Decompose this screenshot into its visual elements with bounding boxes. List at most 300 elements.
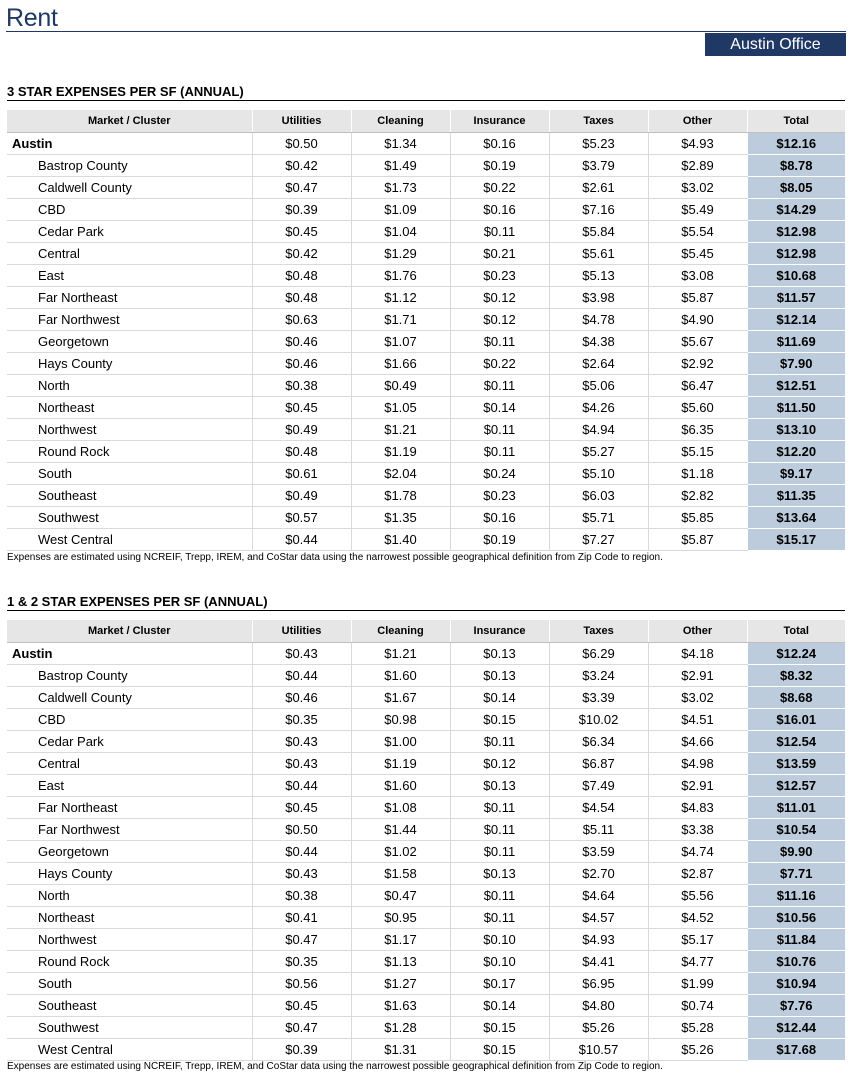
cluster-name: Northeast: [7, 907, 252, 929]
taxes-cell: $5.13: [549, 265, 648, 287]
cleaning-cell: $1.78: [351, 485, 450, 507]
column-header: Insurance: [450, 110, 549, 133]
taxes-cell: $6.34: [549, 731, 648, 753]
insurance-cell: $0.11: [450, 221, 549, 243]
cleaning-cell: $2.04: [351, 463, 450, 485]
taxes-cell: $2.64: [549, 353, 648, 375]
insurance-cell: $0.23: [450, 485, 549, 507]
cluster-name: Hays County: [7, 353, 252, 375]
insurance-cell: $0.22: [450, 353, 549, 375]
insurance-cell: $0.14: [450, 397, 549, 419]
expense-table-1-2-star: [7, 620, 845, 1061]
total-cell: $9.90: [747, 841, 845, 863]
insurance-cell: $0.11: [450, 885, 549, 907]
column-header: Insurance: [450, 620, 549, 643]
taxes-cell: $4.78: [549, 309, 648, 331]
cleaning-cell: $1.29: [351, 243, 450, 265]
utilities-cell: $0.46: [252, 331, 351, 353]
section-heading-1-2-star: 1 & 2 STAR EXPENSES PER SF (ANNUAL): [7, 594, 268, 609]
taxes-cell: $5.26: [549, 1017, 648, 1039]
cleaning-cell: $1.63: [351, 995, 450, 1017]
utilities-cell: $0.63: [252, 309, 351, 331]
other-cell: $5.60: [648, 397, 747, 419]
taxes-cell: $4.64: [549, 885, 648, 907]
table-row: [7, 907, 845, 929]
other-cell: $2.91: [648, 665, 747, 687]
insurance-cell: $0.12: [450, 309, 549, 331]
other-cell: $3.02: [648, 687, 747, 709]
utilities-cell: $0.46: [252, 687, 351, 709]
taxes-cell: $3.59: [549, 841, 648, 863]
cleaning-cell: $1.21: [351, 643, 450, 665]
cleaning-cell: $1.66: [351, 353, 450, 375]
table-row: [7, 221, 845, 243]
table-row: [7, 1017, 845, 1039]
insurance-cell: $0.11: [450, 841, 549, 863]
total-cell: $10.68: [747, 265, 845, 287]
other-cell: $5.54: [648, 221, 747, 243]
cluster-name: South: [7, 973, 252, 995]
table-row: [7, 929, 845, 951]
taxes-cell: $7.16: [549, 199, 648, 221]
taxes-cell: $5.27: [549, 441, 648, 463]
insurance-cell: $0.12: [450, 753, 549, 775]
cluster-name: Cedar Park: [7, 221, 252, 243]
cleaning-cell: $1.35: [351, 507, 450, 529]
taxes-cell: $6.87: [549, 753, 648, 775]
taxes-cell: $4.38: [549, 331, 648, 353]
table-row: [7, 353, 845, 375]
total-cell: $12.54: [747, 731, 845, 753]
other-cell: $4.52: [648, 907, 747, 929]
column-header: Total: [747, 620, 845, 643]
other-cell: $4.66: [648, 731, 747, 753]
other-cell: $4.18: [648, 643, 747, 665]
cleaning-cell: $1.60: [351, 665, 450, 687]
taxes-cell: $2.70: [549, 863, 648, 885]
total-cell: $7.90: [747, 353, 845, 375]
cluster-name: North: [7, 885, 252, 907]
utilities-cell: $0.44: [252, 665, 351, 687]
taxes-cell: $4.26: [549, 397, 648, 419]
insurance-cell: $0.11: [450, 819, 549, 841]
table-row: [7, 485, 845, 507]
taxes-cell: $6.95: [549, 973, 648, 995]
table-row: [7, 309, 845, 331]
utilities-cell: $0.43: [252, 643, 351, 665]
insurance-cell: $0.23: [450, 265, 549, 287]
other-cell: $5.26: [648, 1039, 747, 1061]
utilities-cell: $0.45: [252, 397, 351, 419]
total-cell: $12.51: [747, 375, 845, 397]
taxes-cell: $5.23: [549, 133, 648, 155]
other-cell: $6.35: [648, 419, 747, 441]
table-row: [7, 397, 845, 419]
insurance-cell: $0.11: [450, 797, 549, 819]
table-row: [7, 529, 845, 551]
office-badge: Austin Office: [705, 33, 846, 56]
cluster-name: East: [7, 265, 252, 287]
cluster-name: West Central: [7, 529, 252, 551]
taxes-cell: $2.61: [549, 177, 648, 199]
taxes-cell: $4.94: [549, 419, 648, 441]
cluster-name: West Central: [7, 1039, 252, 1061]
column-header: Other: [648, 110, 747, 133]
taxes-cell: $4.41: [549, 951, 648, 973]
total-cell: $8.68: [747, 687, 845, 709]
other-cell: $0.74: [648, 995, 747, 1017]
other-cell: $4.77: [648, 951, 747, 973]
table-row: [7, 951, 845, 973]
other-cell: $2.87: [648, 863, 747, 885]
other-cell: $5.28: [648, 1017, 747, 1039]
cluster-name: Far Northwest: [7, 819, 252, 841]
total-cell: $11.69: [747, 331, 845, 353]
column-header: Utilities: [252, 620, 351, 643]
cluster-name: Round Rock: [7, 951, 252, 973]
table-row: [7, 819, 845, 841]
other-cell: $3.02: [648, 177, 747, 199]
cluster-name: Georgetown: [7, 841, 252, 863]
footnote: Expenses are estimated using NCREIF, Trepp, IREM, and CoStar data using the narrowest possible geographical definition from Zip Code to region.: [7, 552, 663, 563]
column-header: Market / Cluster: [7, 110, 252, 133]
utilities-cell: $0.42: [252, 155, 351, 177]
utilities-cell: $0.44: [252, 775, 351, 797]
table-row: [7, 177, 845, 199]
other-cell: $1.99: [648, 973, 747, 995]
other-cell: $1.18: [648, 463, 747, 485]
column-header: Taxes: [549, 110, 648, 133]
insurance-cell: $0.11: [450, 731, 549, 753]
total-cell: $12.98: [747, 243, 845, 265]
utilities-cell: $0.47: [252, 177, 351, 199]
column-header: Other: [648, 620, 747, 643]
other-cell: $5.56: [648, 885, 747, 907]
utilities-cell: $0.35: [252, 709, 351, 731]
cluster-name: Southwest: [7, 1017, 252, 1039]
other-cell: $5.49: [648, 199, 747, 221]
total-cell: $12.16: [747, 133, 845, 155]
cleaning-cell: $1.05: [351, 397, 450, 419]
cluster-name: Northeast: [7, 397, 252, 419]
cleaning-cell: $1.07: [351, 331, 450, 353]
taxes-cell: $3.79: [549, 155, 648, 177]
section-heading-3-star: 3 STAR EXPENSES PER SF (ANNUAL): [7, 84, 244, 99]
other-cell: $4.51: [648, 709, 747, 731]
cleaning-cell: $1.02: [351, 841, 450, 863]
table-row: [7, 199, 845, 221]
total-cell: $12.44: [747, 1017, 845, 1039]
taxes-cell: $5.11: [549, 819, 648, 841]
cluster-name: South: [7, 463, 252, 485]
insurance-cell: $0.15: [450, 1039, 549, 1061]
other-cell: $2.92: [648, 353, 747, 375]
cluster-name: Central: [7, 753, 252, 775]
other-cell: $5.17: [648, 929, 747, 951]
utilities-cell: $0.45: [252, 797, 351, 819]
utilities-cell: $0.41: [252, 907, 351, 929]
cleaning-cell: $1.28: [351, 1017, 450, 1039]
table-row: [7, 775, 845, 797]
total-cell: $13.64: [747, 507, 845, 529]
cluster-name: East: [7, 775, 252, 797]
insurance-cell: $0.14: [450, 995, 549, 1017]
insurance-cell: $0.17: [450, 973, 549, 995]
utilities-cell: $0.49: [252, 485, 351, 507]
other-cell: $3.08: [648, 265, 747, 287]
taxes-cell: $4.57: [549, 907, 648, 929]
cluster-name: Southeast: [7, 485, 252, 507]
utilities-cell: $0.57: [252, 507, 351, 529]
insurance-cell: $0.12: [450, 287, 549, 309]
other-cell: $2.89: [648, 155, 747, 177]
column-header: Cleaning: [351, 620, 450, 643]
total-cell: $11.50: [747, 397, 845, 419]
taxes-cell: $10.57: [549, 1039, 648, 1061]
insurance-cell: $0.10: [450, 951, 549, 973]
cluster-name: CBD: [7, 199, 252, 221]
insurance-cell: $0.16: [450, 507, 549, 529]
cleaning-cell: $1.13: [351, 951, 450, 973]
total-cell: $10.94: [747, 973, 845, 995]
table-row: [7, 797, 845, 819]
insurance-cell: $0.13: [450, 665, 549, 687]
utilities-cell: $0.45: [252, 995, 351, 1017]
table-header-row: [7, 110, 845, 133]
insurance-cell: $0.15: [450, 709, 549, 731]
cleaning-cell: $0.98: [351, 709, 450, 731]
utilities-cell: $0.46: [252, 353, 351, 375]
total-cell: $12.24: [747, 643, 845, 665]
total-cell: $9.17: [747, 463, 845, 485]
cleaning-cell: $1.67: [351, 687, 450, 709]
column-header: Market / Cluster: [7, 620, 252, 643]
cluster-name: Southwest: [7, 507, 252, 529]
total-cell: $11.35: [747, 485, 845, 507]
utilities-cell: $0.43: [252, 753, 351, 775]
total-cell: $15.17: [747, 529, 845, 551]
other-cell: $4.90: [648, 309, 747, 331]
other-cell: $5.45: [648, 243, 747, 265]
insurance-cell: $0.11: [450, 907, 549, 929]
cluster-name: CBD: [7, 709, 252, 731]
taxes-cell: $3.98: [549, 287, 648, 309]
taxes-cell: $6.03: [549, 485, 648, 507]
page-title: Rent: [6, 4, 58, 32]
taxes-cell: $3.39: [549, 687, 648, 709]
insurance-cell: $0.22: [450, 177, 549, 199]
total-cell: $11.01: [747, 797, 845, 819]
utilities-cell: $0.38: [252, 885, 351, 907]
table-row: [7, 973, 845, 995]
total-cell: $11.57: [747, 287, 845, 309]
utilities-cell: $0.43: [252, 863, 351, 885]
other-cell: $5.87: [648, 287, 747, 309]
utilities-cell: $0.39: [252, 1039, 351, 1061]
table-row: [7, 863, 845, 885]
total-cell: $8.05: [747, 177, 845, 199]
taxes-cell: $3.24: [549, 665, 648, 687]
utilities-cell: $0.38: [252, 375, 351, 397]
section-divider: [7, 610, 845, 611]
table-row: [7, 265, 845, 287]
insurance-cell: $0.11: [450, 331, 549, 353]
table-row: [7, 1039, 845, 1061]
other-cell: $4.83: [648, 797, 747, 819]
insurance-cell: $0.19: [450, 529, 549, 551]
table-row: [7, 441, 845, 463]
taxes-cell: $4.54: [549, 797, 648, 819]
cluster-name: Austin: [7, 643, 252, 665]
utilities-cell: $0.50: [252, 133, 351, 155]
utilities-cell: $0.45: [252, 221, 351, 243]
taxes-cell: $7.27: [549, 529, 648, 551]
insurance-cell: $0.13: [450, 643, 549, 665]
table-row: [7, 995, 845, 1017]
cluster-name: Hays County: [7, 863, 252, 885]
column-header: Taxes: [549, 620, 648, 643]
total-cell: $13.59: [747, 753, 845, 775]
taxes-cell: $5.71: [549, 507, 648, 529]
taxes-cell: $6.29: [549, 643, 648, 665]
table-row: [7, 243, 845, 265]
cleaning-cell: $1.49: [351, 155, 450, 177]
total-cell: $10.56: [747, 907, 845, 929]
cleaning-cell: $1.08: [351, 797, 450, 819]
utilities-cell: $0.47: [252, 1017, 351, 1039]
taxes-cell: $10.02: [549, 709, 648, 731]
cleaning-cell: $0.49: [351, 375, 450, 397]
cluster-name: Southeast: [7, 995, 252, 1017]
utilities-cell: $0.56: [252, 973, 351, 995]
total-cell: $10.54: [747, 819, 845, 841]
taxes-cell: $5.06: [549, 375, 648, 397]
total-cell: $10.76: [747, 951, 845, 973]
table-row: [7, 287, 845, 309]
table-row: [7, 687, 845, 709]
insurance-cell: $0.16: [450, 133, 549, 155]
other-cell: $5.87: [648, 529, 747, 551]
utilities-cell: $0.61: [252, 463, 351, 485]
utilities-cell: $0.49: [252, 419, 351, 441]
cluster-name: Caldwell County: [7, 177, 252, 199]
column-header: Cleaning: [351, 110, 450, 133]
cluster-name: Round Rock: [7, 441, 252, 463]
insurance-cell: $0.11: [450, 419, 549, 441]
insurance-cell: $0.14: [450, 687, 549, 709]
other-cell: $5.67: [648, 331, 747, 353]
utilities-cell: $0.47: [252, 929, 351, 951]
utilities-cell: $0.39: [252, 199, 351, 221]
taxes-cell: $4.80: [549, 995, 648, 1017]
other-cell: $5.85: [648, 507, 747, 529]
cleaning-cell: $1.76: [351, 265, 450, 287]
other-cell: $4.74: [648, 841, 747, 863]
section-divider: [7, 100, 845, 101]
other-cell: $6.47: [648, 375, 747, 397]
column-header: Utilities: [252, 110, 351, 133]
cleaning-cell: $1.27: [351, 973, 450, 995]
table-row: [7, 841, 845, 863]
insurance-cell: $0.21: [450, 243, 549, 265]
utilities-cell: $0.48: [252, 265, 351, 287]
table-row: [7, 375, 845, 397]
insurance-cell: $0.16: [450, 199, 549, 221]
table-row: [7, 419, 845, 441]
other-cell: $4.98: [648, 753, 747, 775]
table-row: [7, 753, 845, 775]
cleaning-cell: $1.17: [351, 929, 450, 951]
cleaning-cell: $1.44: [351, 819, 450, 841]
utilities-cell: $0.44: [252, 529, 351, 551]
insurance-cell: $0.13: [450, 775, 549, 797]
cleaning-cell: $1.21: [351, 419, 450, 441]
taxes-cell: $5.84: [549, 221, 648, 243]
table-row: [7, 155, 845, 177]
table-row: [7, 331, 845, 353]
market-row: [7, 643, 845, 665]
other-cell: $3.38: [648, 819, 747, 841]
taxes-cell: $5.10: [549, 463, 648, 485]
total-cell: $11.16: [747, 885, 845, 907]
total-cell: $12.14: [747, 309, 845, 331]
total-cell: $7.76: [747, 995, 845, 1017]
total-cell: $12.98: [747, 221, 845, 243]
cleaning-cell: $1.09: [351, 199, 450, 221]
utilities-cell: $0.43: [252, 731, 351, 753]
column-header: Total: [747, 110, 845, 133]
cleaning-cell: $1.60: [351, 775, 450, 797]
other-cell: $2.91: [648, 775, 747, 797]
insurance-cell: $0.10: [450, 929, 549, 951]
cluster-name: Central: [7, 243, 252, 265]
cluster-name: Austin: [7, 133, 252, 155]
insurance-cell: $0.11: [450, 375, 549, 397]
utilities-cell: $0.42: [252, 243, 351, 265]
total-cell: $11.84: [747, 929, 845, 951]
total-cell: $16.01: [747, 709, 845, 731]
cluster-name: Northwest: [7, 929, 252, 951]
total-cell: $14.29: [747, 199, 845, 221]
cleaning-cell: $1.12: [351, 287, 450, 309]
table-row: [7, 665, 845, 687]
utilities-cell: $0.48: [252, 441, 351, 463]
insurance-cell: $0.15: [450, 1017, 549, 1039]
utilities-cell: $0.48: [252, 287, 351, 309]
total-cell: $12.20: [747, 441, 845, 463]
other-cell: $5.15: [648, 441, 747, 463]
cluster-name: North: [7, 375, 252, 397]
cleaning-cell: $0.95: [351, 907, 450, 929]
total-cell: $13.10: [747, 419, 845, 441]
cleaning-cell: $1.58: [351, 863, 450, 885]
expense-table-3-star: [7, 110, 845, 551]
footnote: Expenses are estimated using NCREIF, Trepp, IREM, and CoStar data using the narrowest possible geographical definition from Zip Code to region.: [7, 1061, 663, 1072]
total-cell: $17.68: [747, 1039, 845, 1061]
cluster-name: Northwest: [7, 419, 252, 441]
table-row: [7, 885, 845, 907]
table-header-row: [7, 620, 845, 643]
taxes-cell: $7.49: [549, 775, 648, 797]
cluster-name: Bastrop County: [7, 665, 252, 687]
insurance-cell: $0.13: [450, 863, 549, 885]
total-cell: $8.78: [747, 155, 845, 177]
insurance-cell: $0.11: [450, 441, 549, 463]
cleaning-cell: $1.00: [351, 731, 450, 753]
cleaning-cell: $1.04: [351, 221, 450, 243]
utilities-cell: $0.35: [252, 951, 351, 973]
cleaning-cell: $1.73: [351, 177, 450, 199]
